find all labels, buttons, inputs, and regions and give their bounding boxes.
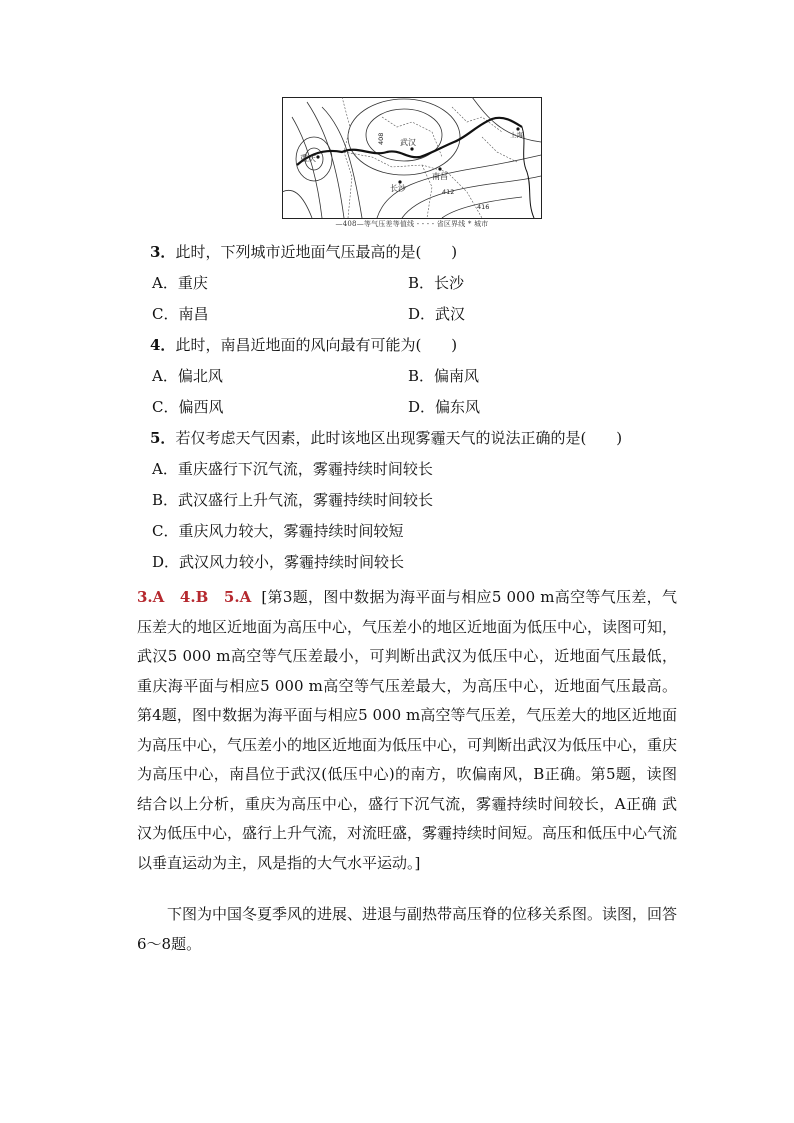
city-dot-nanchang: [438, 167, 441, 170]
label-contour-412: 412: [442, 188, 455, 196]
label-shanghai: 上海: [510, 131, 523, 139]
q5-option-c[interactable]: C．重庆风力较大，雾霾持续时间较短: [152, 522, 404, 540]
map-legend: —408—等气压差等值线 - - - - 省区界线 * 城市: [335, 220, 489, 228]
question-4-stem: 此时，南昌近地面的风向最有可能为( ): [175, 336, 458, 354]
q3-option-b[interactable]: B．长沙: [408, 274, 465, 292]
q3-option-a[interactable]: A．重庆: [152, 274, 208, 292]
q4-option-b[interactable]: B．偏南风: [408, 367, 480, 385]
q4-option-d[interactable]: D．偏东风: [408, 398, 481, 416]
label-contour-416: 416: [477, 203, 490, 211]
question-5: 5．若仅考虑天气因素，此时该地区出现雾霾天气的说法正确的是( ): [150, 429, 623, 447]
q3-option-d[interactable]: D．武汉: [408, 305, 466, 323]
q4-option-c[interactable]: C．偏西风: [152, 398, 224, 416]
pressure-map-figure: [282, 97, 542, 234]
q3-option-c[interactable]: C．南昌: [152, 305, 209, 323]
q5-option-d[interactable]: D．武汉风力较小，雾霾持续时间较长: [152, 553, 405, 571]
label-wuhan: 武汉: [400, 138, 416, 147]
question-3-stem: 此时，下列城市近地面气压最高的是( ): [175, 243, 458, 261]
pressure-map: [282, 97, 542, 219]
label-chongqing: 重庆: [300, 154, 316, 163]
question-5-stem: 若仅考虑天气因素，此时该地区出现雾霾天气的说法正确的是( ): [175, 429, 623, 447]
question-3: 3．此时，下列城市近地面气压最高的是( ): [150, 243, 458, 261]
next-section-intro: 下图为中国冬夏季风的进展、进退与副热带高压脊的位移关系图。读图，回答6～8题。: [137, 905, 678, 953]
q5-option-a[interactable]: A．重庆盛行下沉气流，雾霾持续时间较长: [152, 460, 433, 478]
city-dot-wuhan: [410, 147, 413, 150]
label-contour-408: 408: [377, 132, 385, 145]
answer-key: 3.A 4.B 5.A: [137, 588, 252, 606]
q5-option-b[interactable]: B．武汉盛行上升气流，雾霾持续时间较长: [152, 491, 434, 509]
city-dot-chongqing: [316, 155, 319, 158]
q4-option-a[interactable]: A．偏北风: [152, 367, 223, 385]
label-changsha: 长沙: [390, 184, 406, 193]
answer-explanation: [137, 583, 677, 878]
map-frame: [283, 98, 542, 219]
question-4: 4．此时，南昌近地面的风向最有可能为( ): [150, 336, 458, 354]
label-nanchang: 南昌: [432, 172, 448, 181]
answer-text: [第3题，图中数据为海平面与相应5 000 m高空等气压差，气压差大的地区近地面为高压中心，气压差小的地区近地面为低压中心，读图可知，武汉5 000 m高空等气压差最小，可判断出武汉为低压中心，近地面气压最低，重庆海平面与相应5 000 m高空等气压差最大，为高压中心，近地面气压最高。第4题，图中数据为海平面与相应5 000 m高空等气压差，气压差大的地区近地面为高压中心，气压差小的地区近地面为低压中心，可判断出武汉为低压中心，重庆为高压中心，南昌位于武汉(低压中心)的南方，吹偏南风，B正确。第5题，读图结合以上分析，重庆为高压中心，盛行下沉气流，雾霾持续时间较长，A正确 武汉为低压中心，盛行上升气流，对流旺盛，雾霾持续时间短。高压和低压中心气流以垂直运动为主，风是指的大气水平运动。]: [137, 588, 678, 872]
